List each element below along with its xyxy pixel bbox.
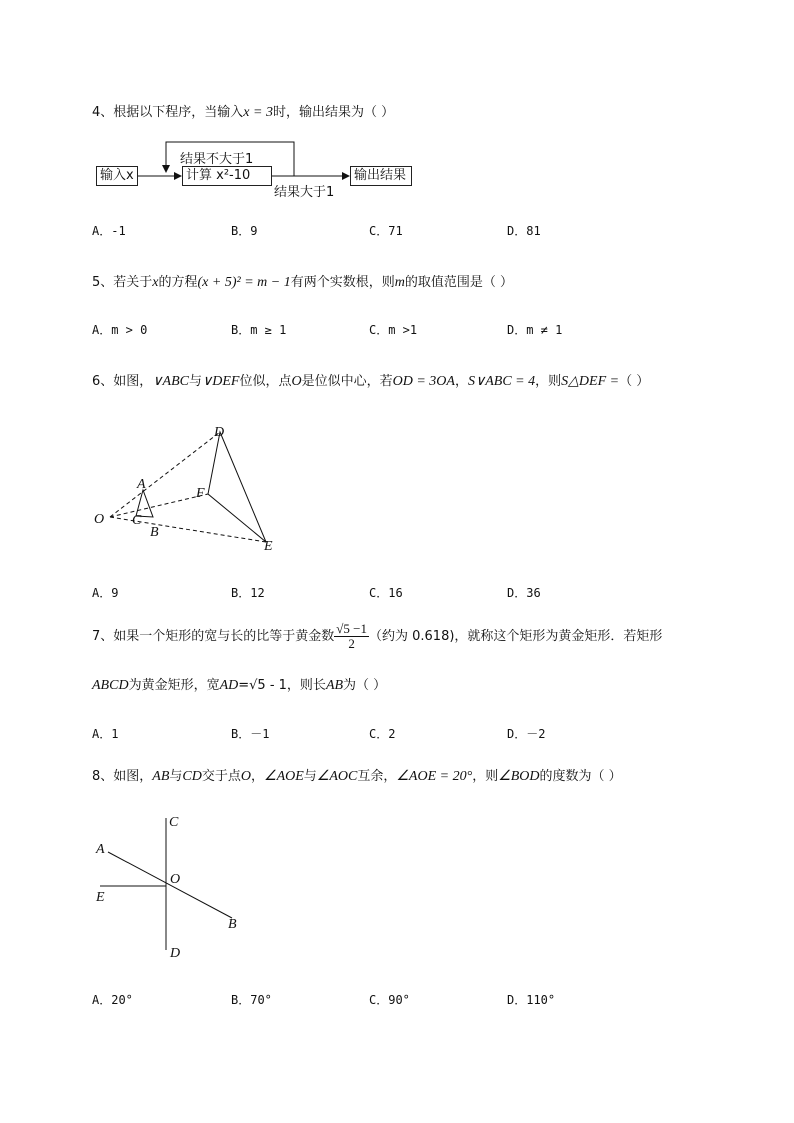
q4-text-end: 时，输出结果为（ ） — [272, 105, 395, 120]
triangle-def — [208, 432, 266, 542]
q5-var-m: m — [394, 275, 405, 290]
q5-option-a[interactable]: A．m > 0 — [92, 323, 148, 337]
label-e: E — [264, 539, 273, 554]
label-a: A — [96, 842, 105, 857]
flow-forward-label: 结果大于1 — [274, 185, 335, 200]
q6-ratio: OD = 3OA — [392, 374, 455, 389]
dash-of — [110, 494, 208, 517]
q4-condition: x = 3 — [243, 105, 273, 120]
q7-stem-line2: ABCD为黄金矩形，宽AD=√5 - 1，则长AB为（ ） — [92, 678, 387, 693]
q6-option-c[interactable]: C．16 — [369, 586, 403, 600]
q8-stem: 8、如图，AB与CD交于点O，∠AOE与∠AOC互余，∠AOE = 20°，则∠BOD的度数为（ ） — [92, 769, 622, 784]
label-d: D — [214, 425, 225, 440]
q4-flowchart — [90, 138, 430, 198]
label-c: C — [132, 513, 142, 528]
q5-var-x: x — [152, 275, 159, 290]
q6-area-abc: S∨ABC = 4 — [467, 374, 536, 389]
q4-option-d[interactable]: D．81 — [507, 224, 541, 238]
q6-similar-triangles-figure — [88, 420, 288, 555]
label-f: F — [196, 486, 205, 501]
q4-option-a[interactable]: A．-1 — [92, 224, 126, 238]
q5-option-b[interactable]: B．m ≥ 1 — [231, 323, 287, 337]
label-a: A — [137, 477, 146, 492]
q7-option-a[interactable]: A．1 — [92, 727, 119, 741]
q7-stem-line1: 7、如果一个矩形的宽与长的比等于黄金数 $\frac{√5 -1}{2}$ （约为 0.618)，就称这个矩形为黄金矩形．若矩形 — [92, 621, 663, 651]
q6-triangle-def: ∨DEF — [202, 374, 240, 389]
label-o: O — [94, 512, 105, 527]
q4-text: 4、根据以下程序，当输入 — [92, 105, 244, 120]
q6-option-a[interactable]: A．9 — [92, 586, 119, 600]
q8-option-d[interactable]: D．110° — [507, 993, 556, 1007]
q5-option-c[interactable]: C．m >1 — [369, 323, 418, 337]
q5-stem: 5、若关于x的方程(x + 5)² = m − 1有两个实数根，则m的取值范围是（ ） — [92, 275, 513, 290]
label-b: B — [150, 525, 159, 540]
q7-option-d[interactable]: D．－2 — [507, 727, 546, 741]
q4-option-b[interactable]: B．9 — [231, 224, 258, 238]
q7-option-c[interactable]: C．2 — [369, 727, 396, 741]
golden-ratio-fraction: $\frac{√5 -1}{2}$ — [336, 621, 367, 651]
q6-stem: 6、如图，∨ABC与∨DEF位似，点O是位似中心，若OD = 3OA，S∨ABC = 4，则S△DEF =（ ） — [92, 374, 650, 389]
label-b: B — [228, 917, 237, 932]
label-c: C — [169, 815, 179, 830]
flow-input-box: 输入x — [96, 166, 138, 186]
q5-option-d[interactable]: D．m ≠ 1 — [507, 323, 563, 337]
flow-compute-box: 计算 x²-10 — [182, 166, 272, 186]
flow-output-box: 输出结果 — [350, 166, 412, 186]
flow-loop-label: 结果不大于1 — [180, 152, 254, 167]
q6-option-b[interactable]: B．12 — [231, 586, 265, 600]
q8-intersecting-lines-figure — [88, 810, 258, 962]
q4-option-c[interactable]: C．71 — [369, 224, 403, 238]
label-d: D — [170, 946, 181, 961]
q5-equation: (x + 5)² = m − 1 — [197, 275, 291, 290]
q8-given-angle: ∠AOE = 20° — [396, 769, 473, 784]
q8-option-a[interactable]: A．20° — [92, 993, 133, 1007]
q6-option-d[interactable]: D．36 — [507, 586, 541, 600]
q8-option-c[interactable]: C．90° — [369, 993, 410, 1007]
q7-option-b[interactable]: B．－1 — [231, 727, 270, 741]
q6-triangle-abc: ∨ABC — [152, 374, 189, 389]
label-o: O — [170, 872, 181, 887]
q6-area-def: S△DEF = — [561, 374, 620, 389]
q8-option-b[interactable]: B．70° — [231, 993, 272, 1007]
label-e: E — [96, 890, 105, 905]
q4-stem — [92, 101, 394, 121]
